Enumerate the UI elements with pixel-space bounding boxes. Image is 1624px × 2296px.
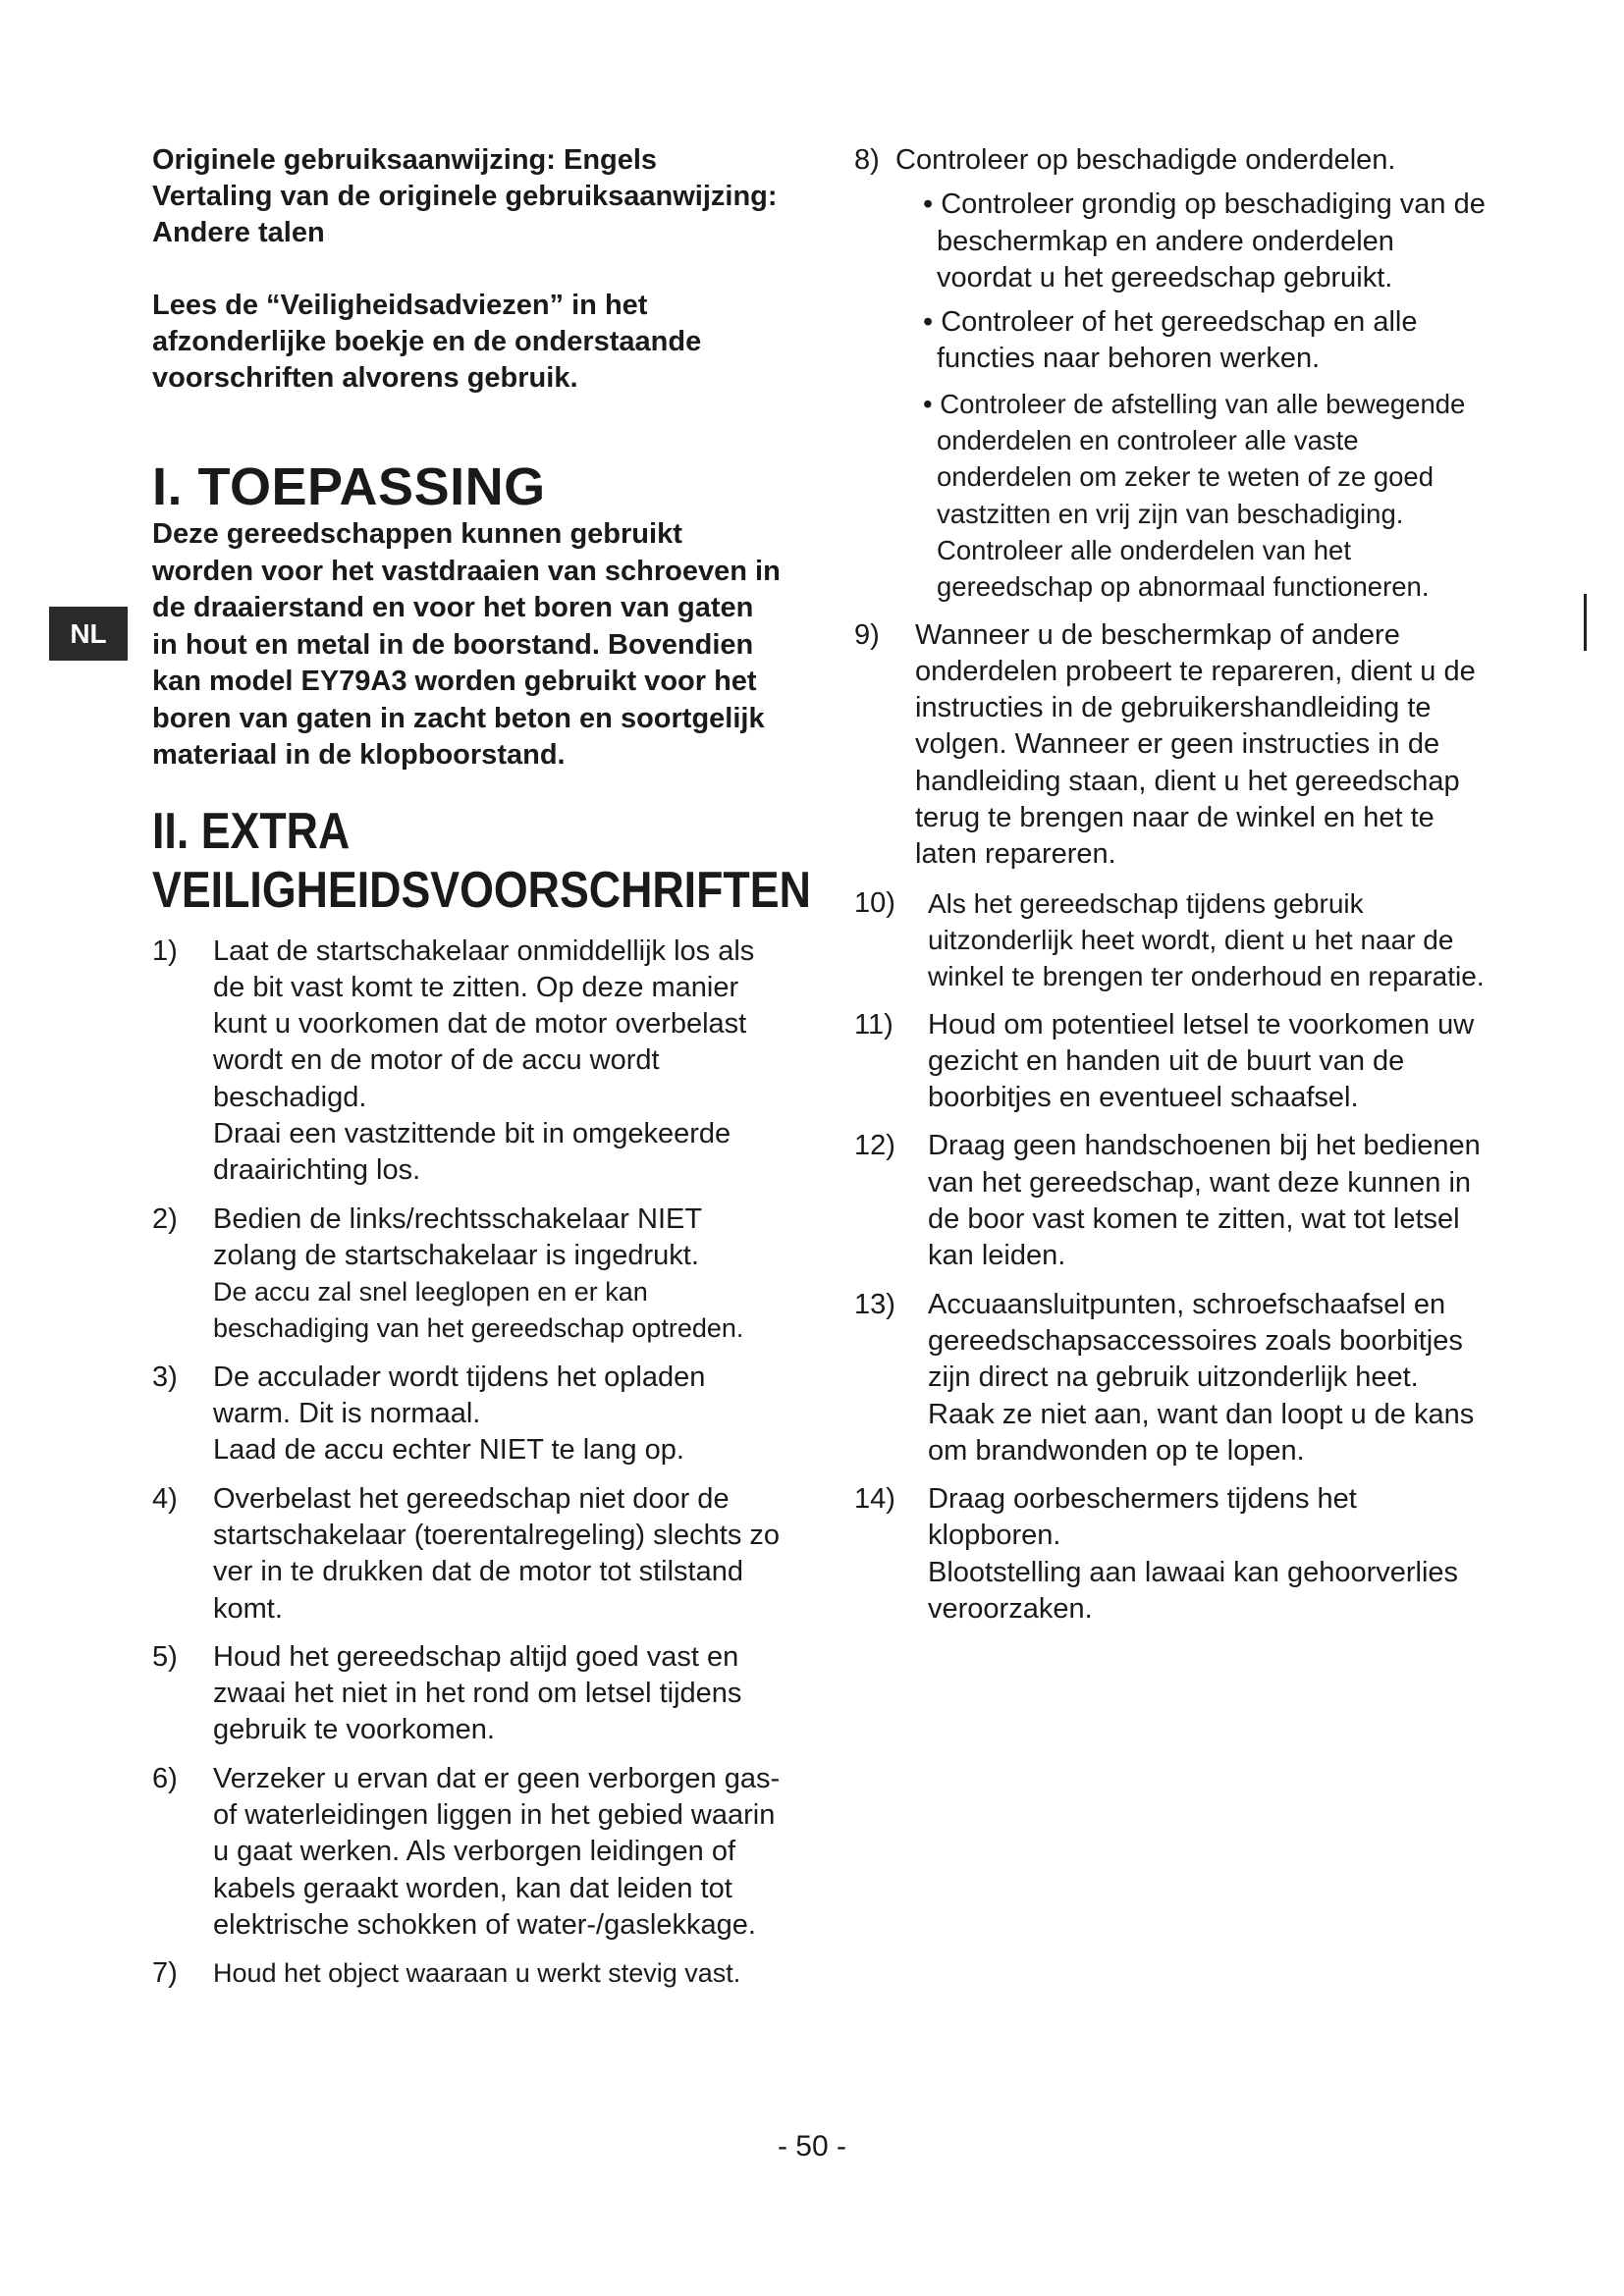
bullet: • Controleer de afstelling van alle bewegende onderdelen en controleer alle vaste onderdelen om zeker te weten of ze goed vastzitten en vrij zijn van beschadiging. Controleer alle onderdelen van het gereedschap op abnormaal functioneren. bbox=[923, 388, 1466, 603]
list-item: 13) Accuaansluitpunten, schroefschaafsel en gereedschapsaccessoires zoals boorbitjes zijn direct na gebruik uitzonderlijk heet. Raak ze niet aan, want dan loopt u de kans om brandwonden op te lopen. bbox=[854, 1288, 1475, 1467]
page-number: - 50 - bbox=[777, 2130, 847, 2163]
list-item: 14) Draag oorbeschermers tijdens het klopboren. Blootstelling aan lawaai kan gehoorverlies veroorzaken. bbox=[854, 1483, 1459, 1625]
safety-list-right bbox=[854, 142, 1492, 1628]
section2-title-line2: VEILIGHEIDSVOORSCHRIFTEN bbox=[152, 861, 811, 919]
section1-title: I. TOEPASSING bbox=[152, 457, 546, 516]
safety-list-left bbox=[152, 934, 781, 1993]
intro-line1: Originele gebruiksaanwijzing: Engels bbox=[152, 144, 658, 176]
read-advice: Lees de “Veiligheidsadviezen” in het afzonderlijke boekje en de onderstaande voorschriften alvorens gebruik. bbox=[152, 290, 702, 394]
intro-block bbox=[152, 142, 781, 251]
list-item: 9) Wanneer u de beschermkap of andere onderdelen probeert te repareren, dient u de instructies in de gebruikershandleiding te volgen. Wanneer er geen instructies in de handleiding staan, dient u het gereedschap terug te brengen naar de winkel en het te laten repareren. bbox=[854, 618, 1476, 871]
list-item: 7) Houd het object waaraan u werkt stevig vast. bbox=[152, 1957, 741, 1990]
list-item: 6) Verzeker u ervan dat er geen verborgen gas- of waterleidingen liggen in het gebied waarin u gaat werken. Als verborgen leidingen of kabels geraakt worden, kan dat leiden tot elektrische schokken of water-/gaslekkage. bbox=[152, 1762, 781, 1941]
list-item: 8) Controleer op beschadigde onderdelen. • Controleer grondig op beschadiging van de beschermkap en andere onderdelen voordat u het gereedschap gebruikt. • Controleer of het gereedschap en alle functies naar behoren werken. • Controleer de afstelling van alle bewegende onderdelen en controleer alle vaste onderdelen om zeker te weten of ze goed vastzitten en vrij zijn van beschadiging. Controleer alle onderdelen van het gereedschap op abnormaal functioneren. bbox=[854, 142, 1492, 606]
bullet: • Controleer grondig op beschadiging van de beschermkap en andere onderdelen voordat u het gereedschap gebruikt. bbox=[923, 188, 1486, 294]
language-tab: NL bbox=[49, 607, 128, 661]
intro-line2: Vertaling van de originele gebruiksaanwijzing: bbox=[152, 181, 778, 212]
section1-body: Deze gereedschappen kunnen gebruikt worden voor het vastdraaien van schroeven in de draaierstand en voor het boren van gaten in hout en metal in de boorstand. Bovendien kan model EY79A3 worden gebruikt voor het boren van gaten in zacht beton en soortgelijk materiaal in de klopboorstand. bbox=[152, 518, 781, 771]
list-item: 10) Als het gereedschap tijdens gebruik uitzonderlijk heet wordt, dient u het naar de winkel te brengen ter onderhoud en reparatie. bbox=[854, 886, 1485, 992]
list-item: 2) Bedien de links/rechtsschakelaar NIET zolang de startschakelaar is ingedrukt. De accu zal snel leeglopen en er kan beschadiging van het gereedschap optreden. bbox=[152, 1202, 744, 1344]
section2-title bbox=[152, 802, 811, 920]
bullet: • Controleer of het gereedschap en alle functies naar behoren werken. bbox=[923, 306, 1418, 375]
list-item: 3) De acculader wordt tijdens het opladen warm. Dit is normaal. Laad de accu echter NIET te lang op. bbox=[152, 1361, 706, 1467]
right-column bbox=[854, 142, 1492, 1639]
list-item: 1) Laat de startschakelaar onmiddellijk los als de bit vast komt te zitten. Op deze manier kunt u voorkomen dat de motor overbelast wordt en de motor of de accu wordt beschadigd. Draai een vastzittende bit in omgekeerde draairichting los. bbox=[152, 934, 755, 1187]
margin-bar bbox=[1584, 594, 1587, 651]
list-item: 4) Overbelast het gereedschap niet door de startschakelaar (toerentalregeling) slechts zo ver in te drukken dat de motor tot stilstand komt. bbox=[152, 1482, 781, 1625]
list-item: 11) Houd om potentieel letsel te voorkomen uw gezicht en handen uit de buurt van de boorbitjes en eventueel schaafsel. bbox=[854, 1008, 1475, 1114]
list-item: 5) Houd het gereedschap altijd goed vast en zwaai het niet in het rond om letsel tijdens gebruik te voorkomen. bbox=[152, 1640, 742, 1746]
list-item: 12) Draag geen handschoenen bij het bedienen van het gereedschap, want deze kunnen in de boor vast komen te zitten, wat tot letsel kan leiden. bbox=[854, 1130, 1481, 1272]
intro-line3: Andere talen bbox=[152, 217, 325, 248]
section2-title-line1: II. EXTRA bbox=[152, 802, 351, 860]
left-column bbox=[152, 142, 811, 2004]
